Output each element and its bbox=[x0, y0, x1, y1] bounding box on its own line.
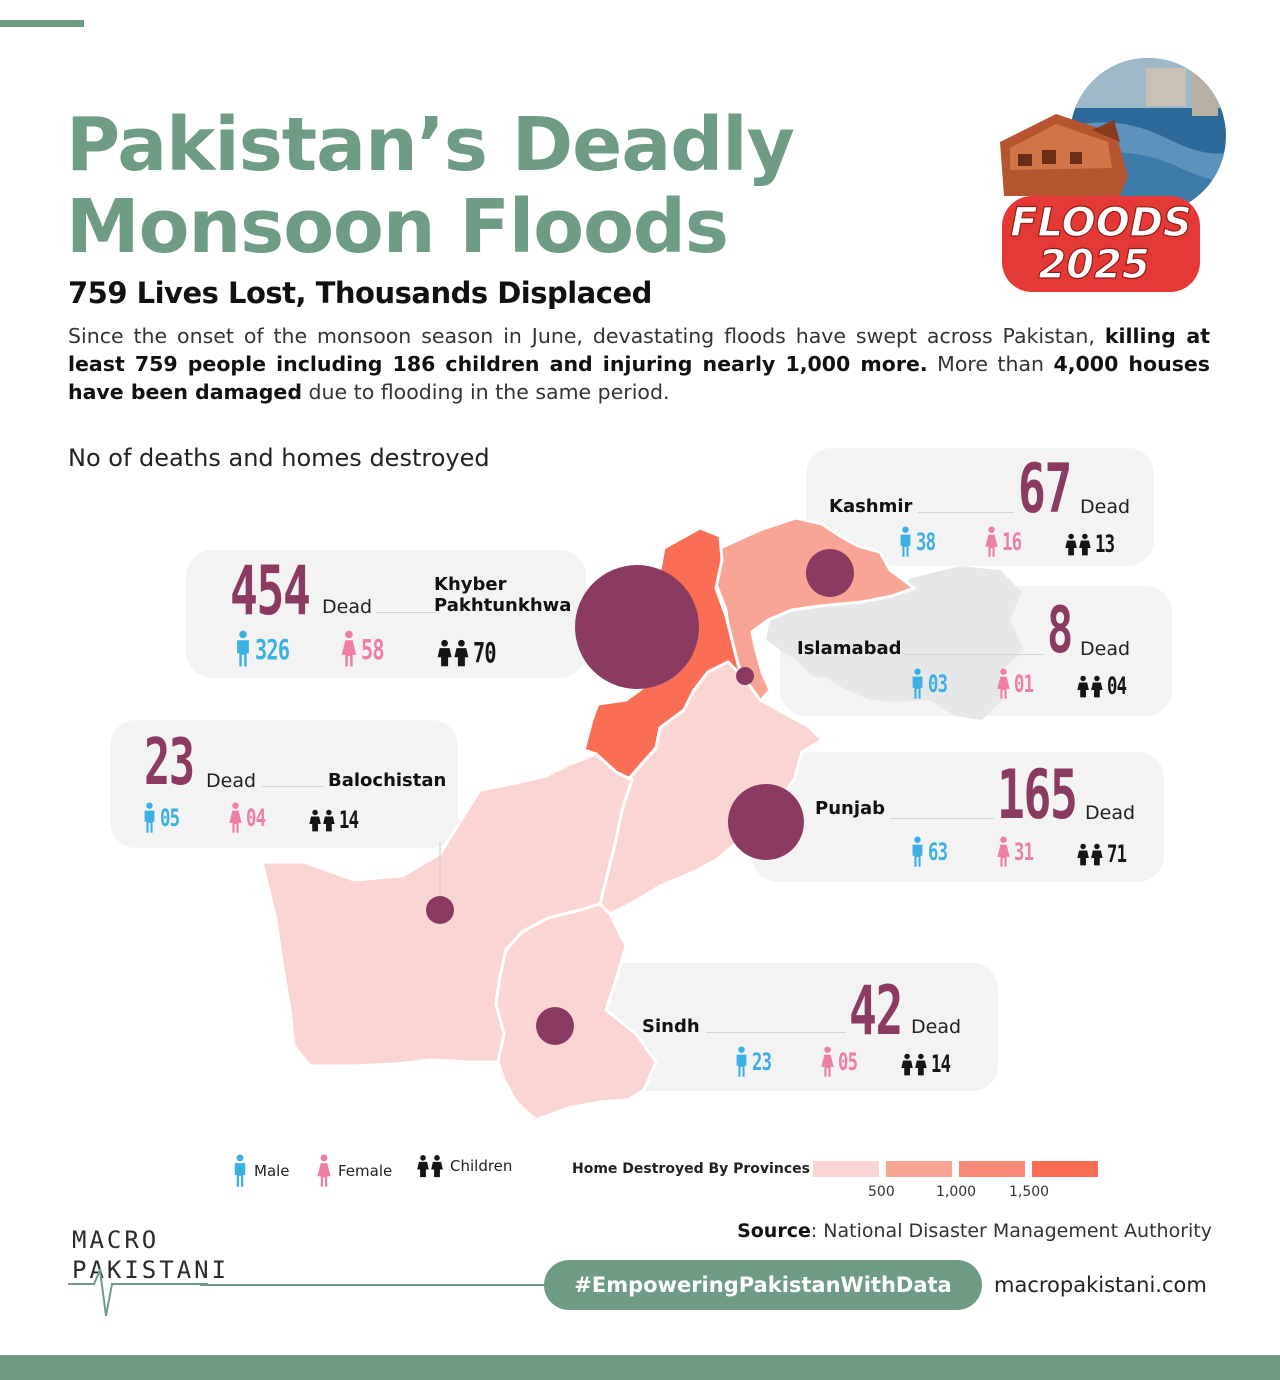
source-line bbox=[737, 1220, 1212, 1242]
kp-leader-line bbox=[376, 612, 436, 613]
islamabad-dead-count: 8 bbox=[1047, 594, 1072, 668]
kp-dead-count: 454 bbox=[230, 552, 310, 631]
female-icon bbox=[996, 836, 1011, 868]
scale-title: Home Destroyed By Provinces bbox=[572, 1161, 810, 1177]
male-icon bbox=[232, 1154, 248, 1188]
sindh-leader-line bbox=[706, 1032, 846, 1033]
scale-swatch-1 bbox=[813, 1161, 879, 1177]
kp-children-stat bbox=[436, 636, 505, 669]
kashmir-female-stat bbox=[984, 526, 1029, 558]
kashmir-children-count: 13 bbox=[1095, 530, 1115, 558]
bubble-islamabad bbox=[736, 667, 754, 685]
female-icon bbox=[340, 630, 358, 668]
kp-name-line1: Khyber bbox=[434, 574, 507, 595]
scale-swatch-3 bbox=[959, 1161, 1025, 1177]
female-icon bbox=[996, 668, 1011, 700]
kashmir-male-count: 38 bbox=[916, 528, 936, 556]
balochistan-male-count: 05 bbox=[160, 804, 180, 832]
source-label: Source bbox=[737, 1220, 811, 1242]
islamabad-male-count: 03 bbox=[928, 670, 948, 698]
source-text: : National Disaster Management Authority bbox=[810, 1220, 1212, 1242]
punjab-male-stat bbox=[910, 836, 955, 868]
collapsed-house-icon bbox=[1000, 114, 1128, 196]
legend-female bbox=[316, 1154, 392, 1188]
islamabad-dead-label: Dead bbox=[1080, 638, 1131, 660]
region-sindh bbox=[496, 904, 656, 1120]
legend-children bbox=[416, 1154, 512, 1178]
balochistan-leader-line bbox=[262, 786, 324, 787]
islamabad-children-count: 04 bbox=[1107, 672, 1127, 700]
footer-divider-line bbox=[200, 1284, 546, 1286]
balochistan-name: Balochistan bbox=[328, 770, 447, 791]
kp-female-stat bbox=[340, 630, 393, 668]
hashtag-pill: #EmpoweringPakistanWithData bbox=[544, 1260, 982, 1310]
logo-line-1: MACRO bbox=[72, 1226, 160, 1254]
punjab-dead-label: Dead bbox=[1085, 802, 1136, 824]
punjab-female-count: 31 bbox=[1014, 838, 1034, 866]
children-icon bbox=[1076, 675, 1104, 698]
chart-heading: No of deaths and homes destroyed bbox=[68, 444, 490, 472]
kashmir-female-count: 16 bbox=[1002, 528, 1022, 556]
bubble-punjab bbox=[728, 784, 804, 860]
sindh-male-count: 23 bbox=[752, 1048, 772, 1076]
children-icon bbox=[900, 1053, 928, 1076]
intro-bold-2: 4,000 houses have been damaged bbox=[68, 352, 1210, 404]
children-icon bbox=[436, 639, 470, 667]
page-title bbox=[66, 104, 794, 268]
legend-children-label: Children bbox=[450, 1157, 513, 1175]
legend-female-label: Female bbox=[338, 1162, 393, 1180]
children-icon bbox=[308, 809, 336, 832]
title-line-2: Monsoon Floods bbox=[66, 184, 728, 270]
scale-tick-500: 500 bbox=[868, 1184, 895, 1200]
children-icon bbox=[1064, 533, 1092, 556]
punjab-children-count: 71 bbox=[1107, 840, 1127, 868]
intro-paragraph bbox=[68, 322, 1210, 406]
scale-tick-1000: 1,000 bbox=[936, 1184, 977, 1200]
children-icon bbox=[1076, 843, 1104, 866]
sindh-children-stat bbox=[900, 1050, 958, 1078]
badge-floods-text: FLOODS bbox=[1010, 200, 1192, 246]
intro-text-2: More than bbox=[927, 352, 1054, 376]
scale-swatch-4 bbox=[1032, 1161, 1098, 1177]
punjab-female-stat bbox=[996, 836, 1041, 868]
islamabad-name: Islamabad bbox=[797, 638, 902, 659]
sindh-dead-count: 42 bbox=[849, 972, 902, 1051]
website-link[interactable]: macropakistani.com bbox=[994, 1273, 1207, 1297]
punjab-name: Punjab bbox=[815, 798, 886, 819]
punjab-dead-count: 165 bbox=[997, 756, 1077, 835]
bubble-kashmir bbox=[806, 549, 854, 597]
balochistan-female-count: 04 bbox=[246, 804, 266, 832]
kashmir-male-stat bbox=[898, 526, 943, 558]
intro-text-3: due to flooding in the same period. bbox=[302, 380, 670, 404]
balochistan-dead-count: 23 bbox=[144, 726, 194, 800]
sindh-male-stat bbox=[734, 1046, 779, 1078]
kp-dead-label: Dead bbox=[322, 596, 373, 618]
kp-children-count: 70 bbox=[473, 636, 496, 669]
kp-male-count: 326 bbox=[255, 632, 290, 666]
floods-2025-badge bbox=[996, 58, 1236, 298]
punjab-children-stat bbox=[1076, 840, 1134, 868]
macro-pakistani-logo bbox=[68, 1224, 230, 1320]
kashmir-dead-count: 67 bbox=[1018, 450, 1071, 529]
kashmir-children-stat bbox=[1064, 530, 1122, 558]
badge-year-text: 2025 bbox=[1038, 242, 1150, 288]
punjab-leader-line bbox=[890, 818, 994, 819]
legend-male bbox=[232, 1154, 290, 1188]
female-icon bbox=[820, 1046, 835, 1078]
kp-name-line2: Pakhtunkhwa bbox=[434, 595, 572, 616]
kp-female-count: 58 bbox=[361, 632, 384, 666]
male-icon bbox=[234, 630, 252, 668]
kashmir-name: Kashmir bbox=[829, 496, 913, 517]
male-icon bbox=[142, 802, 157, 834]
kashmir-leader-line bbox=[918, 512, 1014, 513]
intro-text-1: Since the onset of the monsoon season in June, devastating floods have swept across Pakistan, bbox=[68, 324, 1105, 348]
islamabad-female-stat bbox=[996, 668, 1041, 700]
balochistan-female-stat bbox=[228, 802, 273, 834]
sindh-dead-label: Dead bbox=[911, 1016, 962, 1038]
sindh-female-stat bbox=[820, 1046, 865, 1078]
female-icon bbox=[984, 526, 999, 558]
islamabad-male-stat bbox=[910, 668, 955, 700]
female-icon bbox=[316, 1154, 332, 1188]
sindh-name: Sindh bbox=[642, 1016, 700, 1037]
legend-male-label: Male bbox=[254, 1162, 290, 1180]
balochistan-children-stat bbox=[308, 806, 366, 834]
islamabad-children-stat bbox=[1076, 672, 1134, 700]
islamabad-female-count: 01 bbox=[1014, 670, 1034, 698]
kashmir-dead-label: Dead bbox=[1080, 496, 1131, 518]
male-icon bbox=[910, 836, 925, 868]
top-accent-rule bbox=[0, 20, 84, 27]
bubble-khyber-pakhtunkhwa bbox=[575, 565, 699, 689]
balochistan-male-stat bbox=[142, 802, 187, 834]
balochistan-dead-label: Dead bbox=[206, 770, 257, 792]
title-line-1: Pakistan’s Deadly bbox=[66, 102, 794, 188]
bubble-sindh bbox=[536, 1007, 574, 1045]
page-subtitle: 759 Lives Lost, Thousands Displaced bbox=[68, 276, 652, 310]
logo-line-2: PAKISTANI bbox=[72, 1256, 230, 1284]
male-icon bbox=[910, 668, 925, 700]
sindh-children-count: 14 bbox=[931, 1050, 951, 1078]
bubble-balochistan bbox=[426, 896, 454, 924]
scale-tick-1500: 1,500 bbox=[1009, 1184, 1050, 1200]
female-icon bbox=[228, 802, 243, 834]
sindh-female-count: 05 bbox=[838, 1048, 858, 1076]
scale-swatch-2 bbox=[886, 1161, 952, 1177]
kp-male-stat bbox=[234, 630, 303, 668]
bottom-accent-bar bbox=[0, 1355, 1280, 1380]
islamabad-leader-line bbox=[904, 654, 1044, 655]
children-icon bbox=[416, 1154, 444, 1178]
intro-bold-1: killing at least 759 people including 186 children and injuring nearly 1,000 more. bbox=[68, 324, 1210, 376]
balochistan-children-count: 14 bbox=[339, 806, 359, 834]
male-icon bbox=[898, 526, 913, 558]
punjab-male-count: 63 bbox=[928, 838, 948, 866]
male-icon bbox=[734, 1046, 749, 1078]
kp-name bbox=[434, 574, 571, 616]
